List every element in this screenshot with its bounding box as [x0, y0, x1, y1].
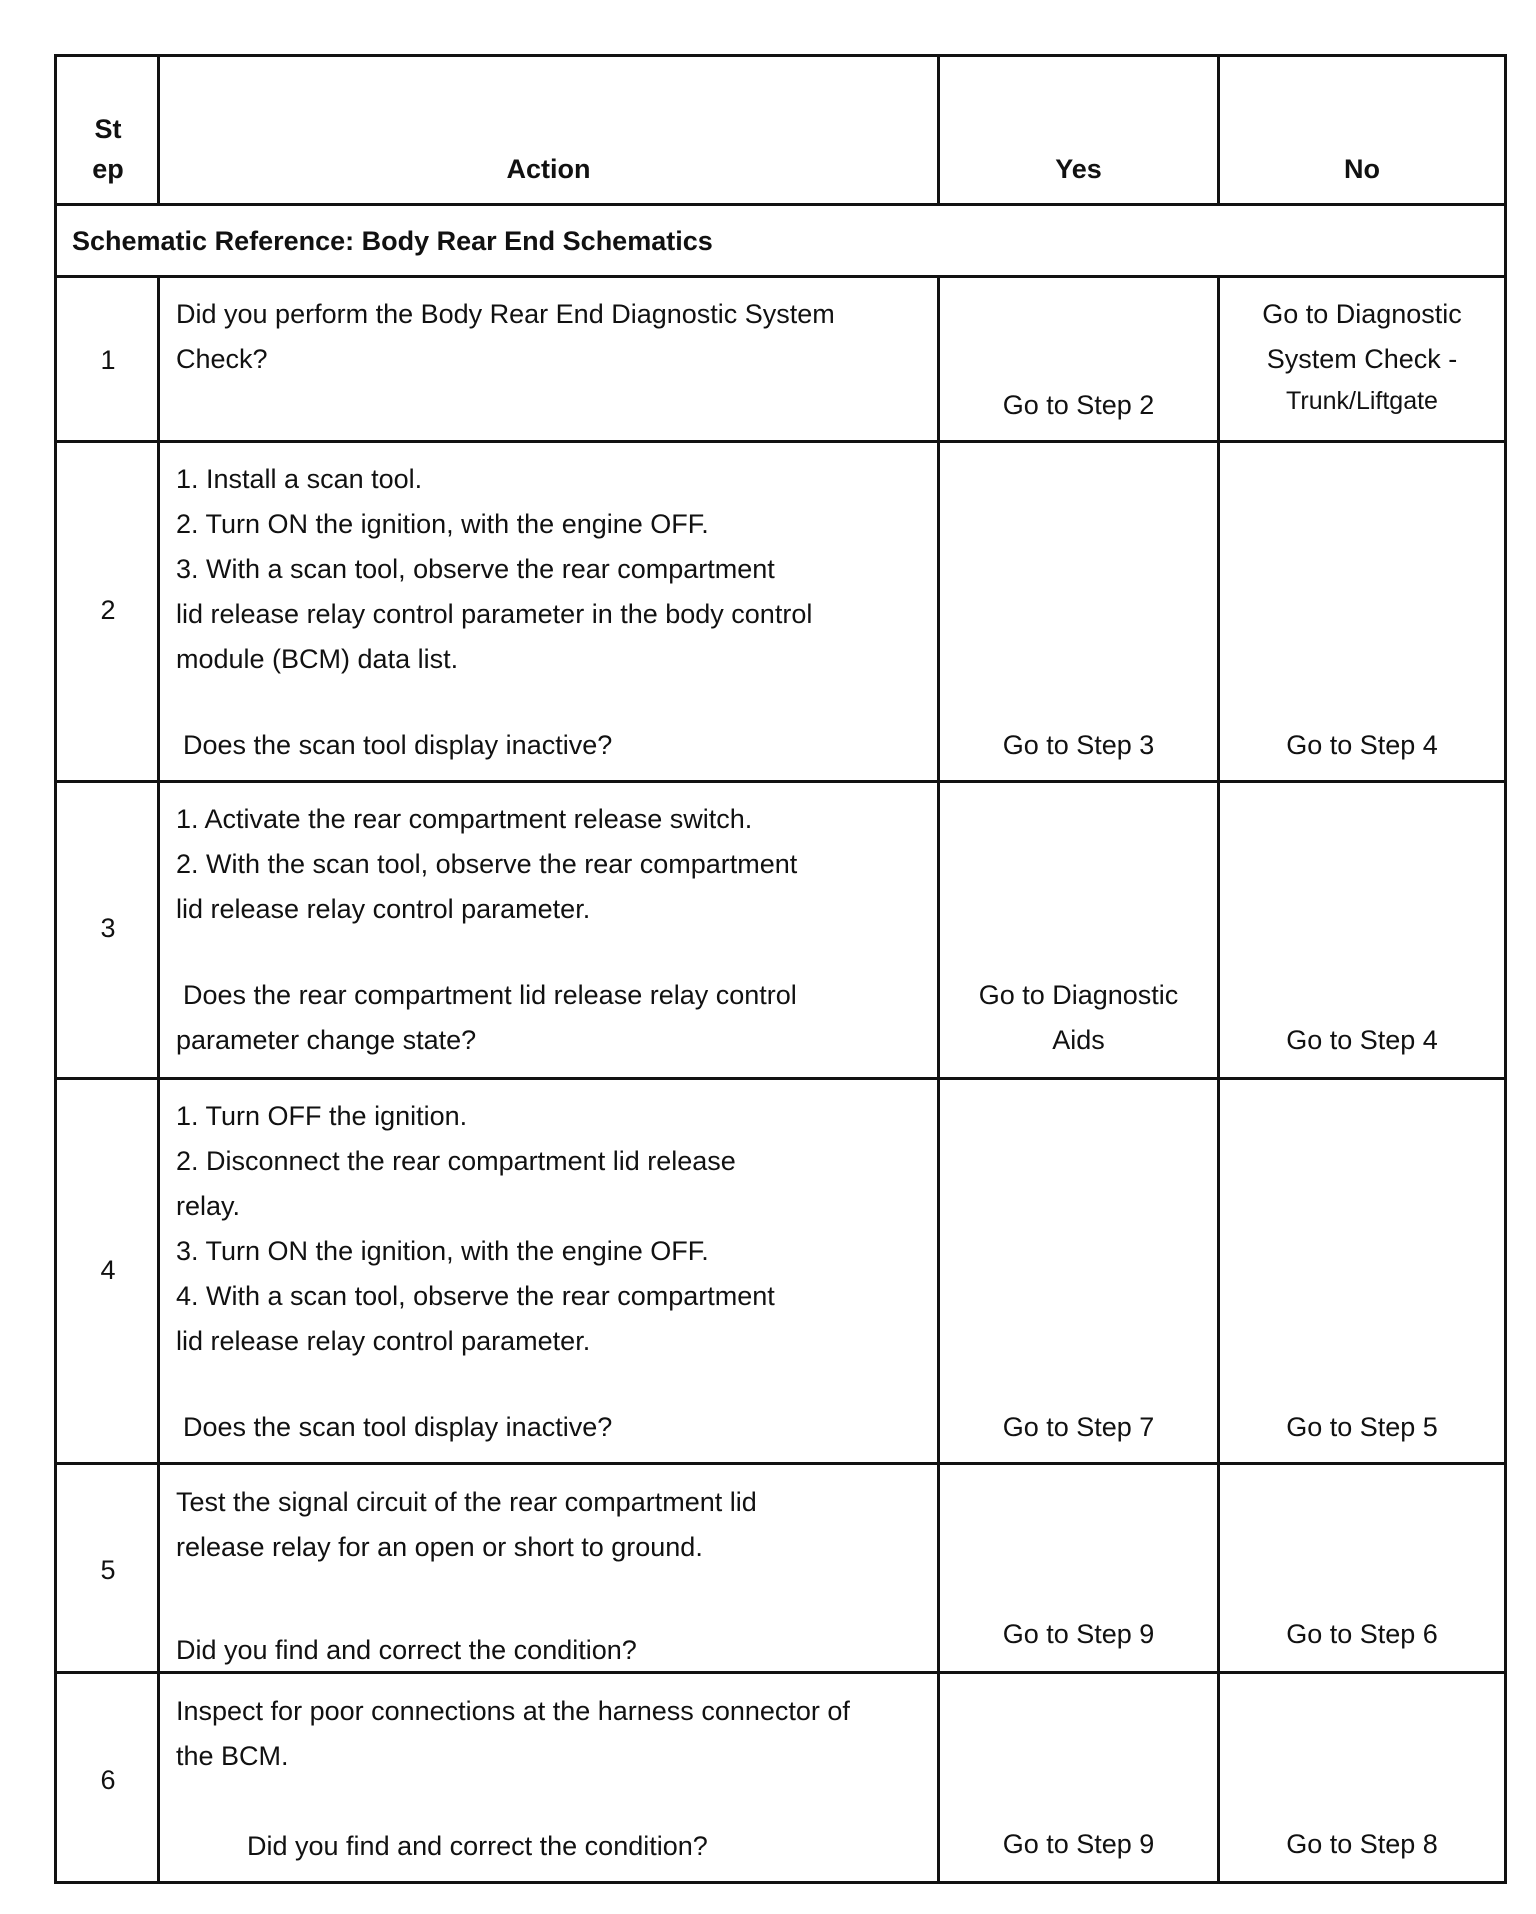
yes-result: Go to Step 3	[1002, 730, 1155, 760]
step-number: 5	[100, 1555, 116, 1585]
row-divider	[54, 1462, 1507, 1465]
action-text: Check?	[176, 344, 268, 374]
action-question: Does the scan tool display inactive?	[183, 1412, 613, 1442]
yes-result: Go to Step 9	[1002, 1619, 1155, 1649]
yes-result: Go to Step 7	[1002, 1412, 1155, 1442]
step-number: 6	[100, 1765, 116, 1795]
row-divider	[54, 1077, 1507, 1080]
table-border-top	[54, 54, 1507, 57]
header-step-line2: ep	[92, 154, 124, 184]
action-question: Did you find and correct the condition?	[176, 1635, 637, 1665]
no-result: Go to Step 4	[1286, 1025, 1438, 1055]
header-yes: Yes	[1055, 154, 1102, 184]
step-number: 4	[100, 1255, 116, 1285]
action-text: the BCM.	[176, 1741, 289, 1771]
yes-result: Aids	[1052, 1025, 1105, 1055]
action-text: Did you perform the Body Rear End Diagnostic System	[176, 299, 835, 329]
action-text: release relay for an open or short to ground.	[176, 1532, 703, 1562]
step-number: 1	[100, 345, 116, 375]
header-no: No	[1344, 154, 1380, 184]
action-text: 1. Install a scan tool.	[176, 464, 423, 494]
table-border-right	[1504, 54, 1507, 1884]
yes-result: Go to Step 2	[1002, 390, 1155, 420]
table-border-bottom	[54, 1881, 1507, 1884]
action-question: parameter change state?	[176, 1025, 477, 1055]
header-action: Action	[506, 154, 591, 184]
yes-result: Go to Diagnostic	[978, 980, 1179, 1010]
no-result: Go to Step 8	[1286, 1829, 1438, 1859]
action-text: lid release relay control parameter in the body control	[176, 599, 813, 629]
row-divider	[54, 780, 1507, 783]
action-text: lid release relay control parameter.	[176, 1326, 591, 1356]
action-text: Test the signal circuit of the rear compartment lid	[176, 1487, 757, 1517]
header-step-line1: St	[94, 114, 122, 144]
row-divider	[54, 203, 1507, 206]
no-result: Go to Step 6	[1286, 1619, 1438, 1649]
action-text: 4. With a scan tool, observe the rear compartment	[176, 1281, 775, 1311]
action-text: Inspect for poor connections at the harness connector of	[176, 1696, 850, 1726]
action-text: module (BCM) data list.	[176, 644, 459, 674]
table-border-left	[54, 54, 57, 1884]
no-result: Trunk/Liftgate	[1286, 387, 1438, 415]
no-result: Go to Diagnostic	[1262, 299, 1462, 329]
action-question: Does the scan tool display inactive?	[183, 730, 613, 760]
no-result: Go to Step 5	[1286, 1412, 1438, 1442]
action-text: 2. Disconnect the rear compartment lid release	[176, 1146, 736, 1176]
action-text: relay.	[176, 1191, 241, 1221]
schematic-reference: Schematic Reference: Body Rear End Schematics	[72, 226, 713, 256]
action-text: 2. Turn ON the ignition, with the engine OFF.	[176, 509, 709, 539]
column-divider	[157, 275, 160, 1884]
action-text: lid release relay control parameter.	[176, 894, 591, 924]
action-text: 2. With the scan tool, observe the rear compartment	[176, 849, 798, 879]
no-result: Go to Step 4	[1286, 730, 1438, 760]
action-question: Did you find and correct the condition?	[247, 1831, 708, 1861]
step-number: 3	[100, 913, 116, 943]
action-text: 3. Turn ON the ignition, with the engine OFF.	[176, 1236, 709, 1266]
no-result: System Check -	[1266, 344, 1458, 374]
row-divider	[54, 440, 1507, 443]
action-question: Does the rear compartment lid release relay control	[183, 980, 797, 1010]
action-text: 1. Activate the rear compartment release switch.	[176, 804, 753, 834]
action-text: 1. Turn OFF the ignition.	[176, 1101, 468, 1131]
row-divider	[54, 275, 1507, 278]
yes-result: Go to Step 9	[1002, 1829, 1155, 1859]
action-text: 3. With a scan tool, observe the rear compartment	[176, 554, 775, 584]
step-number: 2	[100, 595, 116, 625]
